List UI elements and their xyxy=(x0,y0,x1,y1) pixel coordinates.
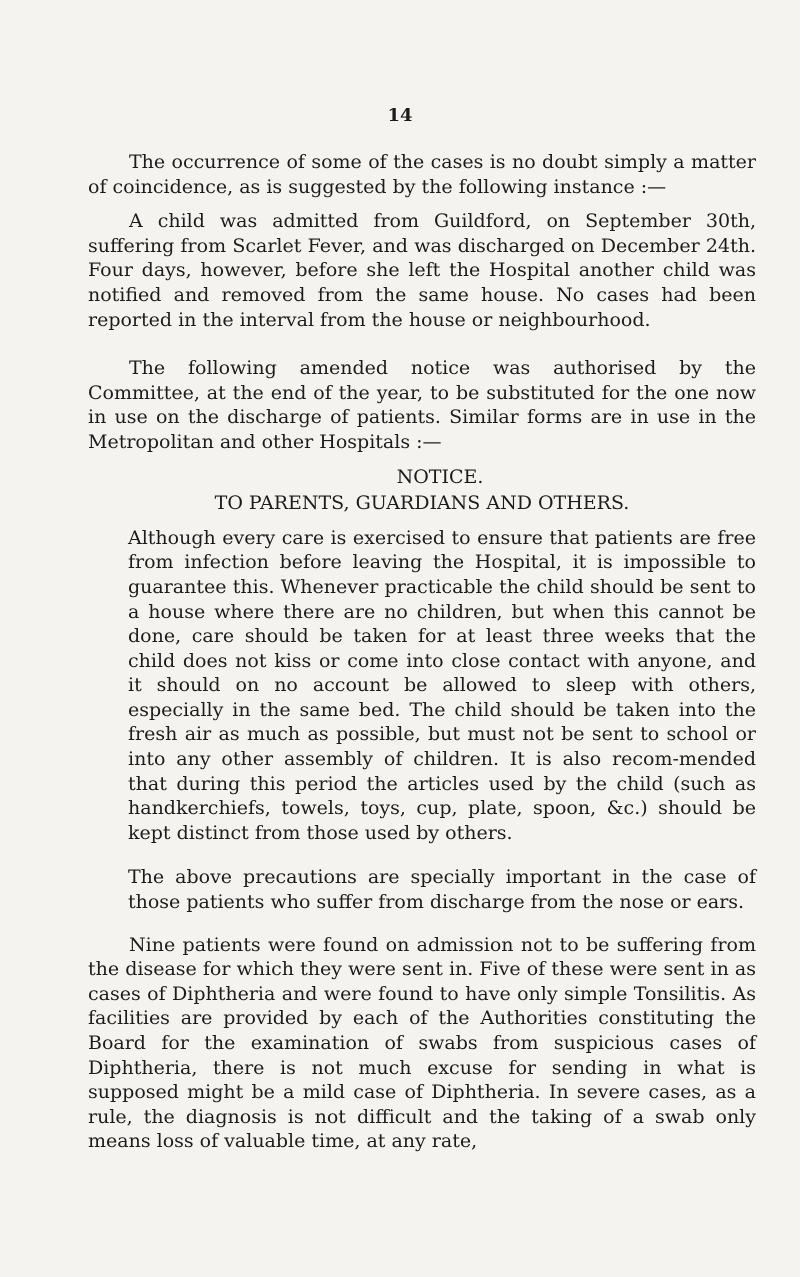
notice-subtitle: TO PARENTS, GUARDIANS AND OTHERS. xyxy=(214,492,630,515)
notice-paragraph-discharge: The above precautions are specially important in the case of those patients who suffer from discharge from the nose or ears. xyxy=(128,866,756,914)
paragraph-misdiagnosed-patients: Nine patients were found on admission not to be suffering from the disease for which they were sent in. Five of these were sent in as cases of Diphtheria and were found to have only simple Tonsilitis. As facilities are provided by each of the Authorities constituting the Board for the examination of swabs from suspicious cases of Diphtheria, there is not much excuse for sending in what is supposed might be a mild case of Diphtheria. In severe cases, as a rule, the diagnosis is not difficult and the taking of a swab only means loss of valuable time, at any rate, xyxy=(88,933,756,1153)
notice-title: NOTICE. xyxy=(396,465,484,488)
paragraph-guildford-case: A child was admitted from Guildford, on September 30th, suffering from Scarlet Fever, and was discharged on December 24th. Four days, however, before she left the Hospital another child was notified and removed from the same house. No cases had been reported in the interval from the house or neighbourhood. xyxy=(88,210,756,331)
paragraph-coincidence: The occurrence of some of the cases is no doubt simply a matter of coincidence, as is suggested by the following instance :— xyxy=(88,151,756,198)
page-body xyxy=(88,150,756,1154)
paragraph-amended-notice: The following amended notice was authorised by the Committee, at the end of the year, to be substituted for the one now in use on the discharge of patients. Similar forms are in use in the Metropolitan and other Hospitals :— xyxy=(88,357,756,453)
section-spacer xyxy=(88,915,756,933)
notice-paragraph-precautions: Although every care is exercised to ensure that patients are free from infection before leaving the Hospital, it is impossible to guarantee this. Whenever practicable the child should be sent to a house where there are no children, but when this cannot be done, care should be taken for at least three weeks that the child does not kiss or come into close contact with anyone, and it should on no account be allowed to sleep with others, especially in the same bed. The child should be taken into the fresh air as much as possible, but must not be sent to school or into any other assembly of children. It is also recom-mended that during this period the articles used by the child (such as handkerchiefs, towels, toys, cup, plate, spoon, &c.) should be kept distinct from those used by others. xyxy=(128,526,756,844)
page-number: 14 xyxy=(387,105,413,126)
